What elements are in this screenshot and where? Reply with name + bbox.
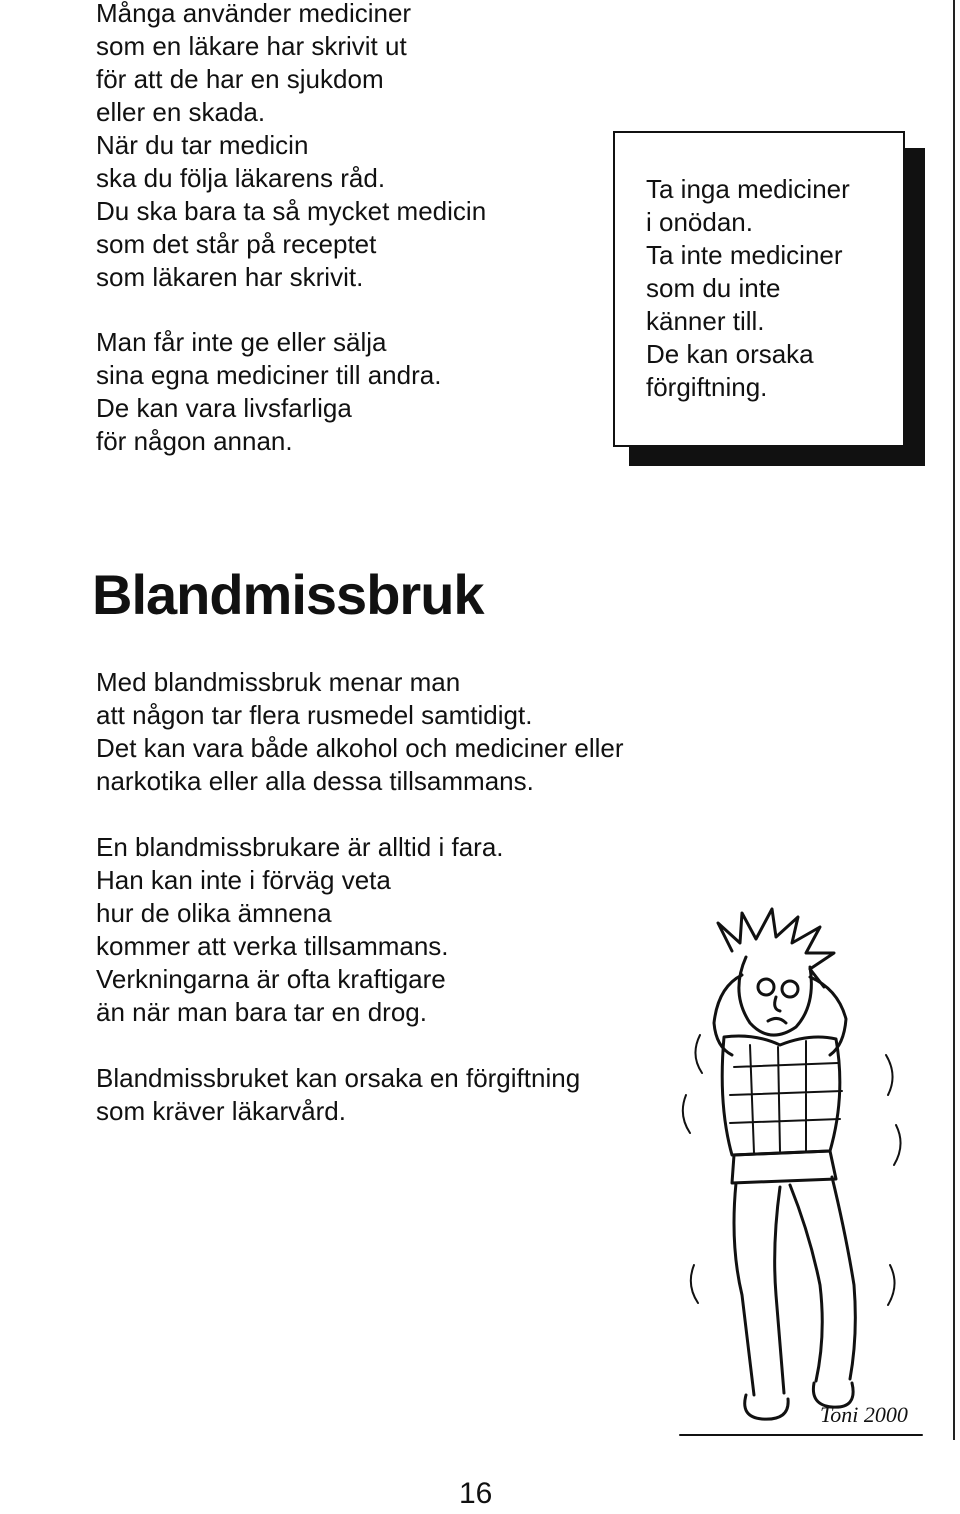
text-line: En blandmissbrukare är alltid i fara. (96, 832, 504, 862)
text-line: att någon tar flera rusmedel samtidigt. (96, 700, 533, 730)
text-line: hur de olika ämnena (96, 898, 332, 928)
right-eye (782, 981, 798, 997)
spiky-hair (718, 909, 834, 987)
text-line: som det står på receptet (96, 229, 377, 259)
text-line: än när man bara tar en drog. (96, 997, 427, 1027)
right-arm (810, 977, 846, 1055)
text-line: Många använder mediciner (96, 0, 412, 28)
text-line: narkotika eller alla dessa tillsammans. (96, 766, 534, 796)
text-line: Han kan inte i förväg veta (96, 865, 391, 895)
page-edge-rule (953, 0, 955, 1440)
text-line: som en läkare har skrivit ut (96, 31, 407, 61)
text-line: Verkningarna är ofta kraftigare (96, 964, 446, 994)
mouth (768, 1018, 786, 1023)
text-line: kommer att verka tillsammans. (96, 931, 449, 961)
callout-line: som du inte (646, 273, 781, 303)
text-line: De kan vara livsfarliga (96, 393, 352, 423)
warning-callout-box (613, 131, 905, 447)
page-number: 16 (459, 1477, 493, 1510)
text-line: Med blandmissbruk menar man (96, 667, 461, 697)
intro-text (96, 0, 486, 294)
danger-paragraph (96, 831, 504, 1029)
callout-line: känner till. (646, 306, 765, 336)
text-line: När du tar medicin (96, 130, 309, 160)
medicine-advice-text (96, 326, 441, 458)
shaking-lines (683, 1035, 901, 1305)
text-line: Blandmissbruket kan orsaka en förgiftning (96, 1063, 581, 1093)
section-heading: Blandmissbruk (92, 563, 484, 626)
poisoning-paragraph (96, 1062, 580, 1128)
callout-line: De kan orsaka (646, 339, 814, 369)
right-leg-outer (832, 1177, 855, 1379)
text-line: ska du följa läkarens råd. (96, 163, 386, 193)
text-line: sina egna mediciner till andra. (96, 360, 442, 390)
left-leg-outer (734, 1183, 754, 1395)
callout-line: Ta inte mediciner (646, 240, 843, 270)
right-leg-inner (790, 1185, 822, 1381)
text-line: för att de har en sjukdom (96, 64, 384, 94)
text-line: Du ska bara ta så mycket medicin (96, 196, 487, 226)
text-line: för någon annan. (96, 426, 293, 456)
artist-signature: Toni 2000 (820, 1402, 908, 1427)
text-line: Det kan vara både alkohol och mediciner eller (96, 733, 624, 763)
belt (732, 1151, 836, 1183)
left-shoe (745, 1395, 788, 1419)
callout-line: Ta inga mediciner (646, 174, 850, 204)
callout-line: i onödan. (646, 207, 753, 237)
callout-text (646, 173, 850, 404)
left-eye (758, 979, 774, 995)
callout-line: förgiftning. (646, 372, 768, 402)
text-line: Man får inte ge eller sälja (96, 327, 387, 357)
definition-paragraph (96, 666, 624, 798)
text-line: som läkaren har skrivit. (96, 262, 364, 292)
text-line: eller en skada. (96, 97, 266, 127)
shirt-pattern (730, 1041, 842, 1153)
nose (775, 997, 780, 1011)
text-line: som kräver läkarvård. (96, 1096, 346, 1126)
left-leg-inner (775, 1187, 784, 1393)
distressed-man-illustration (660, 905, 942, 1445)
